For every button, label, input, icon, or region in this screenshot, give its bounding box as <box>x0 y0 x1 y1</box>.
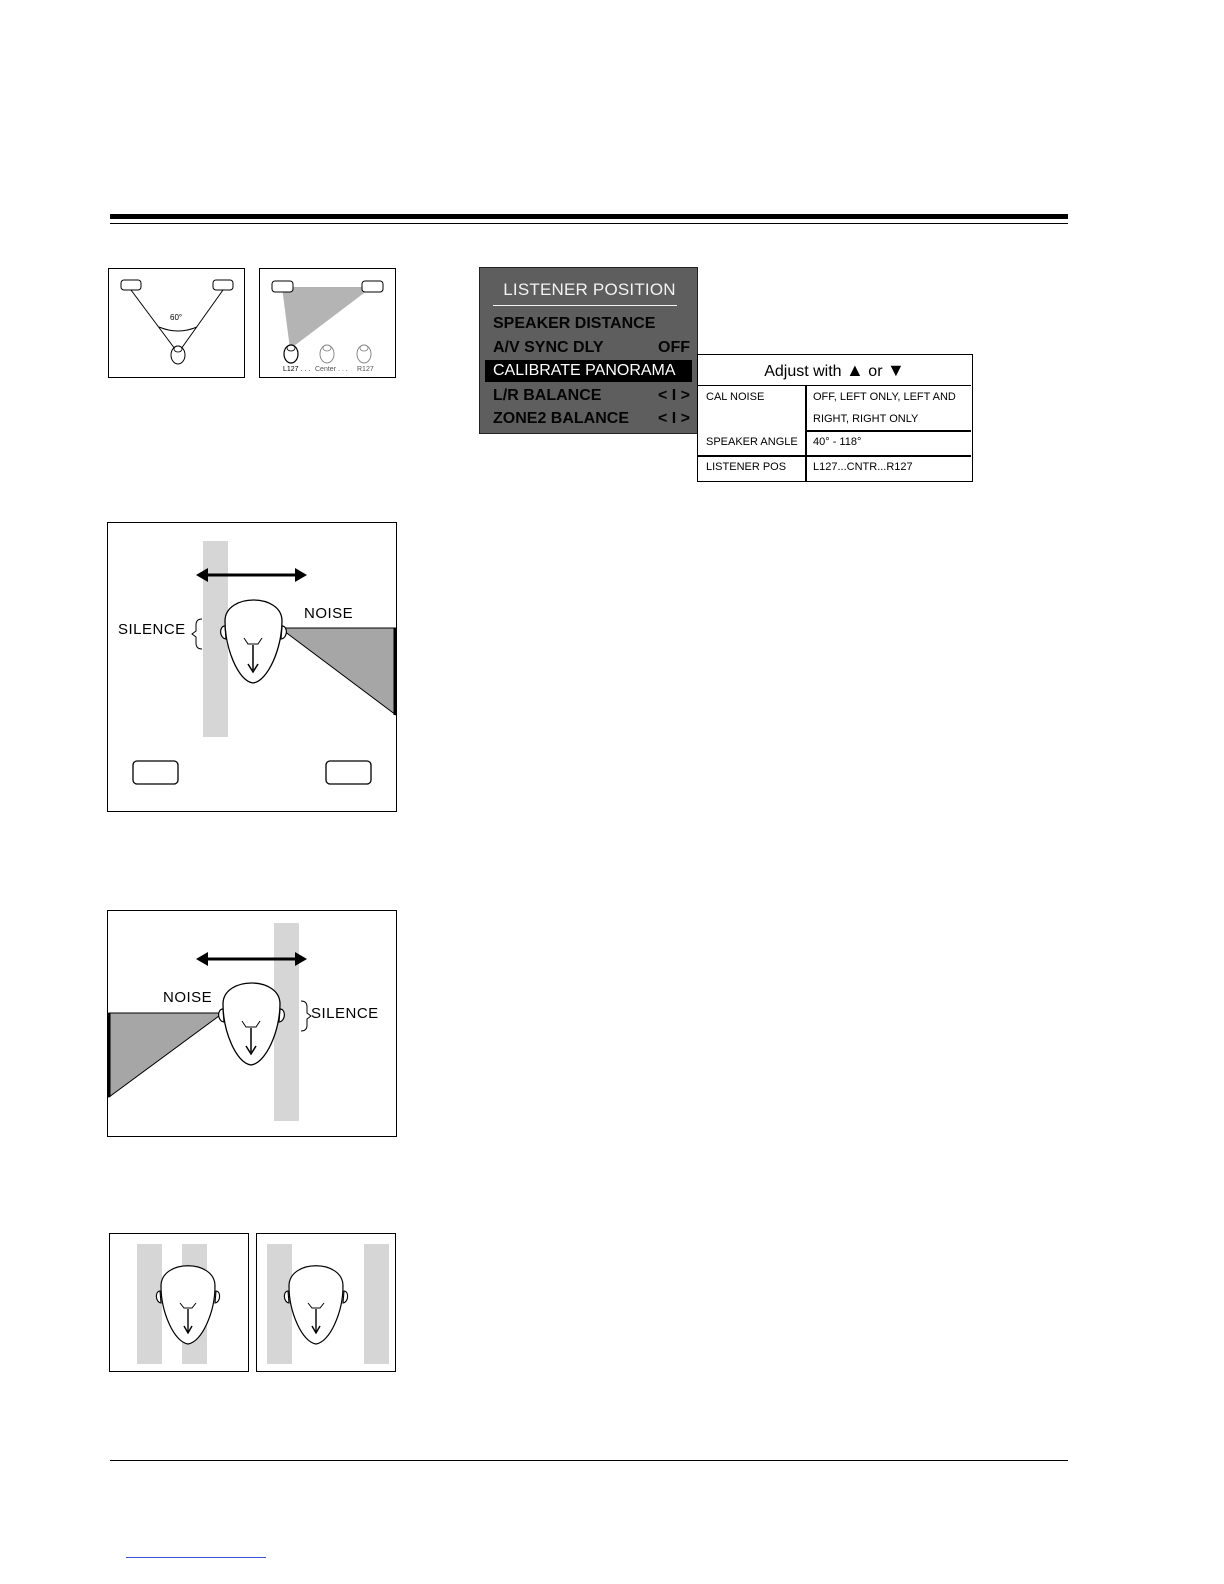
angle-label: 60° <box>170 313 183 322</box>
listener-position-menu <box>479 267 698 434</box>
position-center-label: Center . . . <box>315 366 348 373</box>
noise-wedge <box>280 628 396 715</box>
menu-title: LISTENER POSITION <box>503 280 676 299</box>
position-right-label: R127 <box>357 366 374 373</box>
listener-head-icon <box>171 346 185 364</box>
silence-label: SILENCE <box>311 1005 379 1022</box>
menu-item-av-sync-delay[interactable] <box>493 337 690 359</box>
noise-wedge <box>109 1013 223 1097</box>
menu-item-label: ZONE2 BALANCE <box>493 410 630 427</box>
left-speaker-icon <box>272 281 293 292</box>
right-speaker-icon <box>362 281 383 292</box>
two-bands-figure <box>109 1233 249 1372</box>
header-rule-thin <box>110 223 1068 224</box>
noise-left-diagram <box>108 911 398 1138</box>
right-speaker-icon <box>326 761 371 784</box>
listener-head-icon <box>284 1266 347 1344</box>
two-bands-diagram <box>110 1234 250 1373</box>
param-cal-noise: CAL NOISE <box>706 391 765 403</box>
table-column-divider <box>805 385 807 481</box>
table-row-divider <box>698 455 971 457</box>
listening-area-wedge <box>282 287 372 349</box>
menu-item-lr-balance[interactable] <box>493 385 690 407</box>
speaker-angle-figure <box>108 268 245 378</box>
menu-item-calibrate-panorama[interactable] <box>485 360 692 382</box>
menu-title-underline <box>493 305 677 306</box>
listener-right-head-icon <box>357 345 371 363</box>
listener-center-head-icon <box>320 345 334 363</box>
silence-brace <box>301 1001 311 1031</box>
down-arrow-icon: ▼ <box>886 360 905 380</box>
table-row-divider <box>805 430 971 432</box>
menu-item-label: L/R BALANCE <box>493 387 602 404</box>
left-speaker-icon <box>121 280 141 290</box>
noise-left-figure <box>107 910 397 1137</box>
param-speaker-angle: SPEAKER ANGLE <box>706 436 798 448</box>
silence-band-left <box>137 1244 162 1364</box>
left-speaker-icon <box>133 761 178 784</box>
listener-position-figure <box>259 268 396 378</box>
range-speaker-angle: 40° - 118° <box>813 436 862 448</box>
noise-label: NOISE <box>304 605 354 622</box>
menu-item-value: < I > <box>657 410 690 427</box>
menu-item-speaker-distance[interactable] <box>493 313 690 335</box>
listener-left-head-icon <box>284 345 298 363</box>
noise-label: NOISE <box>163 989 213 1006</box>
menu-item-zone2-balance[interactable] <box>493 408 690 430</box>
range-listener-pos: L127...CNTR...R127 <box>813 461 913 473</box>
param-listener-pos: LISTENER POS <box>706 461 787 473</box>
range-cal-noise-line1: OFF, LEFT ONLY, LEFT AND <box>813 391 956 403</box>
footer-rule <box>110 1460 1068 1461</box>
right-speaker-icon <box>213 280 233 290</box>
silence-label: SILENCE <box>118 621 186 638</box>
menu-item-value: OFF <box>658 339 690 356</box>
adjust-table-header <box>698 355 971 386</box>
listener-head-icon <box>156 1266 219 1344</box>
range-cal-noise-line2: RIGHT, RIGHT ONLY <box>813 413 919 425</box>
adjust-options-table <box>697 354 973 482</box>
adjust-header-or: or <box>868 363 883 380</box>
listener-head-icon <box>221 600 287 683</box>
menu-item-value: < I > <box>657 387 690 404</box>
silence-brace <box>192 619 202 649</box>
noise-right-figure <box>107 522 397 812</box>
speaker-angle-diagram <box>109 269 246 379</box>
menu-item-label: A/V SYNC DLY <box>493 339 604 356</box>
menu-item-label: SPEAKER DISTANCE <box>493 315 656 332</box>
outer-bands-figure <box>256 1233 396 1372</box>
menu-item-label: CALIBRATE PANORAMA <box>493 362 676 379</box>
position-left-label: L127 . . . <box>283 366 311 373</box>
outer-bands-diagram <box>257 1234 397 1373</box>
up-arrow-icon: ▲ <box>846 360 864 380</box>
header-rule-thick <box>110 214 1068 219</box>
listener-position-diagram <box>260 269 397 379</box>
silence-band-right <box>364 1244 389 1364</box>
silence-band-left <box>267 1244 292 1364</box>
noise-right-diagram <box>108 523 398 813</box>
adjust-header-text: Adjust with <box>764 363 842 380</box>
footer-link-underline[interactable] <box>126 1557 266 1558</box>
